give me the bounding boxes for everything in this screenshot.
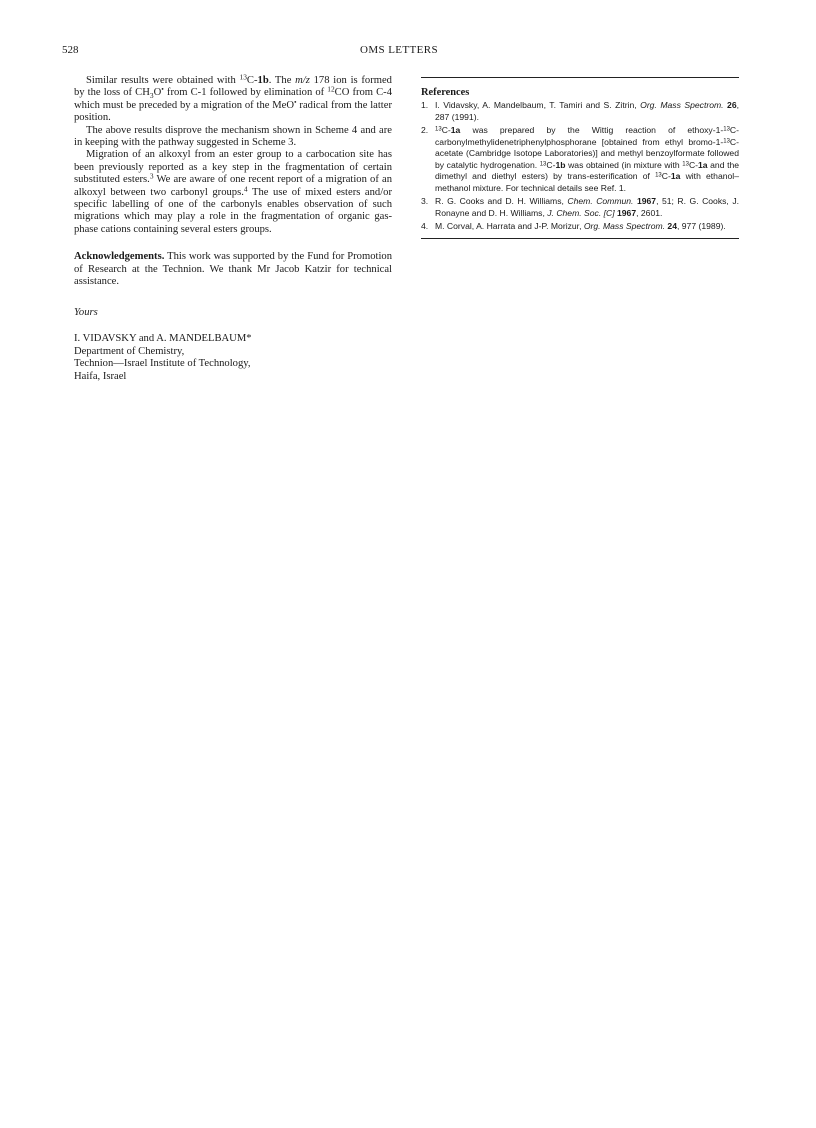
reference-list (421, 100, 739, 233)
reference-1: 1. I. Vidavsky, A. Mandelbaum, T. Tamiri and S. Zitrin, Org. Mass Spectrom. 26, 287 (1991). (421, 100, 739, 122)
author-names: I. VIDAVSKY and A. MANDELBAUM* (74, 332, 252, 344)
body-column (74, 72, 393, 383)
affiliation-department: Department of Chemistry, (74, 345, 185, 357)
acknowledgements-label: Acknowledgements. (74, 251, 165, 263)
reference-3: 3. R. G. Cooks and D. H. Williams, Chem. Commun. 1967, 51; R. G. Cooks, J. Ronayne and D. H. Williams, J. Chem. Soc. [C] 1967, 2601. (421, 196, 739, 218)
references-box (421, 77, 739, 239)
references-title: References (421, 87, 470, 98)
closing-yours: Yours (74, 306, 98, 318)
acknowledgements: Acknowledgements. This work was supported by the Fund for Promotion of Research at the Technion. We thank Mr Jacob Katzir for technical assistance. (74, 251, 392, 288)
page-number: 528 (62, 44, 79, 56)
affiliation-institution: Technion—Israel Institute of Technology, (74, 358, 251, 370)
reference-4: 4. M. Corval, A. Harrata and J-P. Morizur, Org. Mass Spectrom. 24, 977 (1989). (421, 221, 726, 231)
paragraph-results: Similar results were obtained with $^{13}$C-1b. The m/z 178 ion is formed by the loss of $CH_3O^•$ from C-1 followed by elimination of $^{12}$CO from C-4 which must be preceded by a migration of the MeO• radical from the latter position. (74, 72, 393, 124)
running-head: OMS LETTERS (360, 44, 439, 56)
paragraph-disprove: The above results disprove the mechanism shown in Scheme 4 and are in keeping with the pathway suggested in Scheme 3. (74, 124, 392, 149)
affiliation-city: Haifa, Israel (74, 370, 127, 382)
signature-block (74, 333, 392, 383)
reference-2: 2. $^{13}$C-1a was prepared by the Wittig reaction of ethoxy-1-$^{13}$C-carbonylmethylidenetriphenylphosphorane [obtained from ethyl bromo-1-$^{13}$C-acetate (Cambridge Isotope Laboratories)] and methyl benzoylformate followed by catalytic hydrogenation. $^{13}$C-1b was obtained (in mixture with $^{13}$C-1a and the dimethyl and diethyl esters) by trans-esterification of $^{13}$C-1a with ethanol–methanol mixture. For technical details see Ref. 1. (421, 125, 740, 193)
paragraph-migration: Migration of an alkoxyl from an ester group to a carbocation site has been previously reported as a key step in the fragmentation of certain substituted esters.$^3$ We are aware of one recent report of a migration of an alkoxyl between two carbonyl groups.$^4$ The use of mixed esters and/or specific labelling of one of the carbonyls enables observation of such migrations which may play a role in the fragmentation of organic gas-phase cations containing several esters groups. (74, 149, 393, 235)
